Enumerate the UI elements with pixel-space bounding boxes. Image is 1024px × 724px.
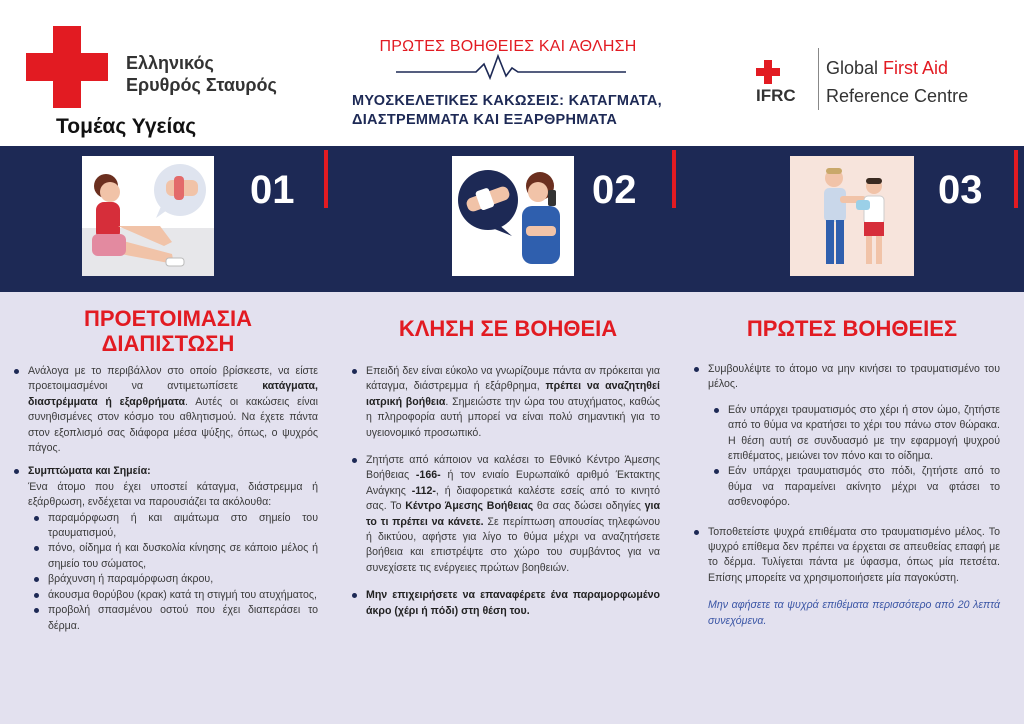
emergency-number-166: -166- bbox=[415, 469, 441, 482]
symptom-item: προβολή σπασμένου οστού που έχει διαπεράσει το δέρμα. bbox=[14, 603, 318, 634]
ifrc-abbreviation: IFRC bbox=[756, 86, 796, 105]
step-number-1: 01 bbox=[250, 168, 295, 212]
step-number-2: 02 bbox=[592, 168, 637, 212]
step-number-3: 03 bbox=[938, 168, 983, 212]
title-line1: ΠΡΟΕΤΟΙΜΑΣΙΑ bbox=[83, 306, 253, 331]
text-emphasis: Κέντρο Άμεσης Βοήθειας bbox=[405, 500, 534, 513]
column-preparation bbox=[0, 0, 336, 724]
column-first-aid bbox=[680, 0, 1024, 724]
text-segment: , ή διαφορετικά καλέστε εσείς από το κινητό σας. Το bbox=[366, 484, 660, 513]
subtitle-line2: ΔΙΑΣΤΡΕΜΜΑΤΑ ΚΑΙ ΕΞΑΡΘΡΗΜΑΤΑ bbox=[352, 112, 618, 128]
title-line2: ΔΙΑΠΙΣΤΩΣΗ bbox=[101, 331, 235, 356]
text-emphasis: κατάγματα, διαστρέμματα ή εξαρθρήματα bbox=[28, 380, 318, 408]
ifrc-title-line2: Reference Centre bbox=[826, 86, 969, 106]
ifrc-word-global: Global bbox=[826, 58, 879, 78]
call-help-text bbox=[352, 364, 660, 619]
heartbeat-line-icon bbox=[396, 54, 626, 80]
text-segment: . Σημειώστε την ώρα του ατυχήματος, καθώς η πληροφορία αυτή μπορεί να είναι πολύ σημαντική για το υγειονομικό προσωπικό. bbox=[366, 395, 660, 439]
organization-name bbox=[126, 52, 277, 96]
text-segment: Επειδή δεν είναι εύκολο να γνωρίζουμε πάντα αν πρόκειται για κάταγμα, διάστρεμμα ή εξάρθρημα, bbox=[366, 365, 660, 393]
step-accent-bar bbox=[672, 150, 676, 208]
section-title-call-help: ΚΛΗΣΗ ΣΕ ΒΟΗΘΕΙΑ bbox=[398, 316, 618, 341]
step-band-3 bbox=[680, 146, 1024, 292]
text-segment: Ανάλογα με το περιβάλλον στο οποίο βρίσκεστε, να είστε προετοιμασμένοι να αντιμετωπίσετε bbox=[28, 365, 318, 393]
ifrc-title-line1 bbox=[826, 58, 948, 79]
symptom-item: άκουσμα θορύβου (κρακ) κατά τη στιγμή του ατυχήματος, bbox=[14, 588, 318, 603]
red-cross-logo bbox=[26, 26, 108, 108]
preparation-text bbox=[14, 364, 318, 634]
section-title-first-aid: ΠΡΩΤΕΣ ΒΟΗΘΕΙΕΣ bbox=[746, 316, 958, 341]
leaflet-title: ΠΡΩΤΕΣ ΒΟΗΘΕΙΕΣ ΚΑΙ ΑΘΛΗΣΗ bbox=[379, 38, 637, 55]
header-red-cross bbox=[0, 0, 336, 146]
symptoms-heading-text: Συμπτώματα και Σημεία: bbox=[28, 465, 151, 478]
preparation-paragraph bbox=[14, 364, 318, 456]
first-aid-subitem: Εάν υπάρχει τραυματισμός στο χέρι ή στον ώμο, ζητήστε από το θύμα να κρατήσει το χέρι του πάνω στον θώρακα. Η θέση αυτή σε συνδυασμό με την εφαρμογή ψυχρού επιθέματος, μειώνει τον πόνο και το οίδημα. bbox=[694, 403, 1000, 465]
text-emphasis: πρέπει να αναζητηθεί ιατρική βοήθεια bbox=[366, 380, 661, 408]
header-ifrc bbox=[680, 0, 1024, 146]
first-aid-subitem: Εάν υπάρχει τραυματισμός στο πόδι, ζητήστε από το θύμα να παραμείνει ακίνητο μέχρι να φτάσει το ασθενοφόρο. bbox=[694, 464, 1000, 510]
org-name-line1: Ελληνικός bbox=[126, 53, 214, 73]
header-title bbox=[336, 0, 680, 146]
text-segment: . Αυτές οι κακώσεις είναι συνηθισμένες στον κόσμο του αθλητισμού. Να έχετε πάντα στον εξοπλισμό σας διάφορα μέσα ψύξης, όπως, ο ψυχρός πάγος. bbox=[28, 395, 318, 455]
symptom-item: πόνο, οίδημα ή και δυσκολία κίνησης σε κάποιο μέλος ή σημείο του σώματος, bbox=[14, 541, 318, 572]
symptoms-heading bbox=[14, 464, 318, 479]
injury-illustration bbox=[82, 156, 214, 276]
step-accent-bar bbox=[324, 150, 328, 208]
step-band-2 bbox=[336, 146, 680, 292]
symptom-item: βράχυνση ή παραμόρφωση άκρου, bbox=[14, 572, 318, 587]
logo-separator bbox=[818, 48, 819, 110]
step-accent-bar bbox=[1014, 150, 1018, 208]
text-segment: Ζητήστε από κάποιον να καλέσει το Εθνικό Κέντρο Άμεσης Βοήθειας bbox=[366, 454, 660, 482]
first-aid-text bbox=[694, 362, 1000, 629]
symptom-item: παραμόρφωση ή και αιμάτωμα στο σημείο του τραυματισμού, bbox=[14, 511, 318, 542]
phone-call-illustration bbox=[452, 156, 574, 276]
first-aid-paragraph-1: Συμβουλέψτε το άτομο να μην κινήσει το τραυματισμένο του μέλος. bbox=[694, 362, 1000, 393]
ifrc-word-first-aid: First Aid bbox=[883, 58, 949, 78]
section-call-help bbox=[336, 292, 680, 724]
leaflet-subtitle bbox=[352, 92, 662, 130]
call-help-paragraph-2 bbox=[352, 453, 660, 576]
call-help-warning bbox=[352, 588, 660, 619]
warning-text: Μην επιχειρήσετε να επαναφέρετε ένα παραμορφωμένο άκρο (χέρι ή πόδι) στη θέση του. bbox=[366, 589, 660, 617]
text-segment: ή τον ενιαίο Ευρωπαϊκό αριθμό Έκτακτης Ανάγκης bbox=[366, 469, 660, 497]
section-title-preparation bbox=[0, 306, 336, 356]
symptoms-intro: Ένα άτομο που έχει υποστεί κάταγμα, διάστρεμμα ή εξάρθρωση, ενδέχεται να παρουσιάζει τα ακόλουθα: bbox=[28, 480, 318, 509]
text-emphasis: για το τι πρέπει να κάνετε. bbox=[366, 500, 660, 528]
sector-name: Τομέας Υγείας bbox=[56, 115, 197, 138]
text-segment: Σε περίπτωση απουσίας τηλεφώνου ή δικτύου, αφήστε για λίγο το θύμα μέχρι να αναζητήσετε βοήθεια και επιστρέψτε στο χώρο του συμβάντος για να συνεχίσετε τις ενέργειες πρώτων βοηθειών. bbox=[366, 515, 660, 574]
first-aid-paragraph-2: Τοποθετείστε ψυχρά επιθέματα στο τραυματισμένο μέλος. Το ψυχρό επίθεμα δεν πρέπει να έρχεται σε απευθείας επαφή με το δέρμα. Τυλίγεται πάντα με ύφασμα, όπως μία πετσέτα. Επίσης μπορείτε να χρησιμοποιήσετε μία παγοκύστη. bbox=[694, 525, 1000, 587]
subtitle-line1: ΜΥΟΣΚΕΛΕΤΙΚΕΣ ΚΑΚΩΣΕΙΣ: ΚΑΤΑΓΜΑΤΑ, bbox=[352, 93, 662, 109]
org-name-line2: Ερυθρός Σταυρός bbox=[126, 75, 277, 95]
text-segment: θα σας δώσει οδηγίες bbox=[533, 500, 645, 513]
call-help-paragraph-1 bbox=[352, 364, 660, 441]
first-aid-illustration bbox=[790, 156, 914, 276]
emergency-number-112: -112- bbox=[411, 484, 436, 497]
column-call-help bbox=[336, 0, 680, 724]
section-first-aid bbox=[680, 292, 1024, 724]
first-aid-note: Μην αφήσετε τα ψυχρά επιθέματα περισσότερο από 20 λεπτά συνεχόμενα. bbox=[708, 599, 1000, 627]
step-band-1 bbox=[0, 146, 336, 292]
section-preparation bbox=[0, 292, 336, 724]
